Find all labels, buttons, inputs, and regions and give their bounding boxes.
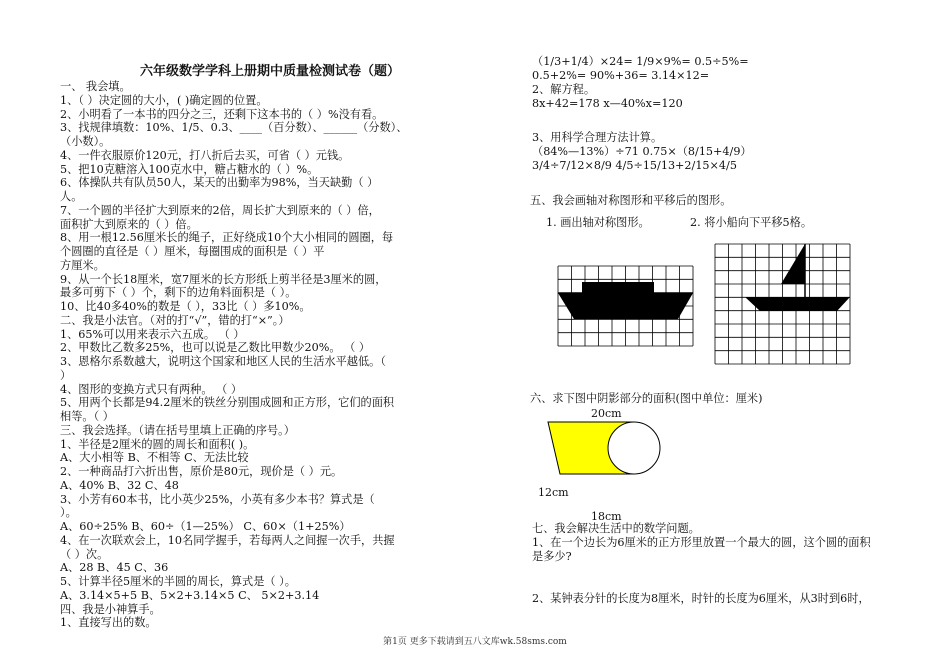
ship-half-shape [558, 282, 693, 319]
left-text-line: 5、计算半径5厘米的半圆的周长，算式是（ ）。 [60, 575, 296, 588]
section7-text-line: 1、在一个边长为6厘米的正方形里放置一个最大的圆，这个圆的面积 [532, 536, 871, 549]
left-text-line: 最多可剪下（ ）个，剩下的边角料面积是（ ）。 [60, 286, 297, 300]
shaded-area-figure [548, 422, 648, 478]
left-text-line: A、大小相等 B、不相等 C、无法比较 [60, 451, 249, 465]
left-text-line: 方厘米。 [60, 258, 105, 272]
left-text-line: 相等。（ ） [60, 410, 114, 423]
section5-heading: 五、我会画轴对称图形和平移后的图形。 [530, 194, 732, 207]
left-text-line: （ ）次。 [60, 547, 109, 561]
left-text-line: ） [60, 368, 72, 382]
left-text-line: 5、把10克糖溶入100克水中，糖占糖水的（ ）%。 [60, 162, 319, 176]
left-text-line: 9、从一个长18厘米，宽7厘米的长方形纸上剪半径是3厘米的圆， [60, 272, 387, 286]
left-text-line: 2、小明看了一本书的四分之三，还剩下这本书的（ ）%没有看。 [60, 107, 384, 121]
left-text-line: 1、半径是2厘米的圆的周长和面积( )。 [60, 437, 255, 451]
left-text-line: 2、一种商品打六折出售，原价是80元，现价是（ ）元。 [60, 465, 343, 478]
left-text-line: 1、（ ）决定圆的大小，( )确定圆的位置。 [60, 93, 268, 107]
left-text-line: 4、图形的变换方式只有两种。 （ ） [60, 382, 243, 396]
left-text-line: 面积扩大到原来的（ ）倍。 [60, 217, 198, 231]
left-text-line: A、60÷25% B、60÷（1—25%） C、60×（1+25%） [60, 520, 351, 533]
left-text-line: ）。 [60, 506, 77, 520]
right-text-line: （1/3+1/4）×24= 1/9×9%= 0.5÷5%= [532, 55, 749, 68]
right-text-line: 0.5+2%= 90%+36= 3.14×12= [532, 69, 710, 82]
label-left-12cm: 12cm [538, 486, 569, 499]
left-text-line: （小数）。 [60, 135, 111, 148]
left-text-line: 10、比40多40%的数是（ ），33比（ ）多10%。 [60, 300, 311, 313]
left-text-line: 3、找规律填数：10%、1/5、0.3、____（百分数）、______（分数）、 [60, 121, 408, 135]
left-text-line: 个圆圈的直径是（ ）厘米，每圈围成的面积是（ ）平 [60, 245, 325, 258]
left-text-line: 2、甲数比乙数多25%，也可以说是乙数比甲数少20%。 （ ） [60, 341, 371, 355]
left-text-line: 四、我是小神算手。 [60, 602, 161, 616]
left-text-line: 4、在一次联欢会上，10名同学握手，若每两人之间握一次手，共握 [60, 533, 395, 547]
left-text-line: 1、65%可以用来表示六五成。 （ ） [60, 327, 245, 341]
semicircle-outline [634, 422, 660, 474]
left-text-line: 4、一件衣服原价120元，打八折后去买，可省（ ）元钱。 [60, 148, 350, 162]
page-footer: 第1页 更多下载请到五八文库wk.58sms.com [383, 637, 567, 647]
grid-figure-translation [715, 244, 850, 364]
boat-sail-shape [781, 244, 805, 284]
label-bottom-18cm: 18cm [591, 510, 622, 523]
left-text-line: 二、我是小法官。（对的打“√”，错的打“×”。） [60, 313, 290, 327]
left-text-line: 5、用两个长都是94.2厘米的铁丝分别围成圆和正方形，它们的面积 [60, 396, 395, 410]
left-text-line: A、40% B、32 C、48 [60, 478, 179, 492]
left-text-line: 三、我会选择。（请在括号里填上正确的序号。） [60, 423, 295, 437]
label-top-20cm: 20cm [591, 407, 622, 420]
right-text-line: 2、解方程。 [532, 83, 596, 96]
left-text-line: A、3.14×5+5 B、5×2+3.14×5 C、 5×2+3.14 [60, 588, 320, 602]
section7-text-line: 是多少? [532, 550, 572, 563]
section7-text-line: 七、我会解决生活中的数学问题。 [532, 522, 700, 535]
boat-hull-shape [745, 297, 850, 311]
shaded-trapezoid-minus-semicircle [548, 422, 634, 474]
left-text-line: 6、体操队共有队员50人，某天的出勤率为98%，当天缺勤（ ） [60, 176, 379, 190]
left-text-line: 3、恩格尔系数越大，说明这个国家和地区人民的生活水平越低。（ [60, 355, 386, 368]
left-text-line: 7、一个圆的半径扩大到原来的2倍，周长扩大到原来的（ ）倍， [60, 203, 380, 217]
left-text-line: 8、用一根12.56厘米长的绳子，正好绕成10个大小相同的圆圈，每 [60, 231, 394, 245]
section5-q2: 2. 将小船向下平移5格。 [690, 216, 813, 229]
left-text-line: 一、 我会填。 [60, 80, 131, 93]
right-text-line: 3/4÷7/12×8/9 4/5÷15/13+2/15×4/5 [532, 159, 737, 172]
right-text-line: 3、用科学合理方法计算。 [532, 131, 663, 144]
left-text-line: 人。 [60, 190, 83, 203]
section7-text-line: 2、某钟表分针的长度为8厘米，时针的长度为6厘米，从3时到6时， [532, 592, 870, 605]
right-text-line: 8x+42=178 x—40%x=120 [532, 97, 683, 110]
left-text-line: 1、直接写出的数。 [60, 616, 157, 630]
left-text-line: 3、小芳有60本书，比小英少25%，小英有多少本书？算式是（ [60, 492, 375, 506]
page-title: 六年级数学学科上册期中质量检测试卷（题） [140, 64, 401, 79]
right-text-line: （84%—13%）÷71 0.75×（8/15+4/9） [532, 145, 752, 158]
grid-figure-symmetry [558, 266, 693, 346]
section6-heading: 六、求下图中阴影部分的面积(图中单位：厘米) [530, 392, 763, 405]
left-text-line: A、28 B、45 C、36 [60, 561, 169, 575]
section5-q1: 1. 画出轴对称图形。 [546, 216, 650, 229]
